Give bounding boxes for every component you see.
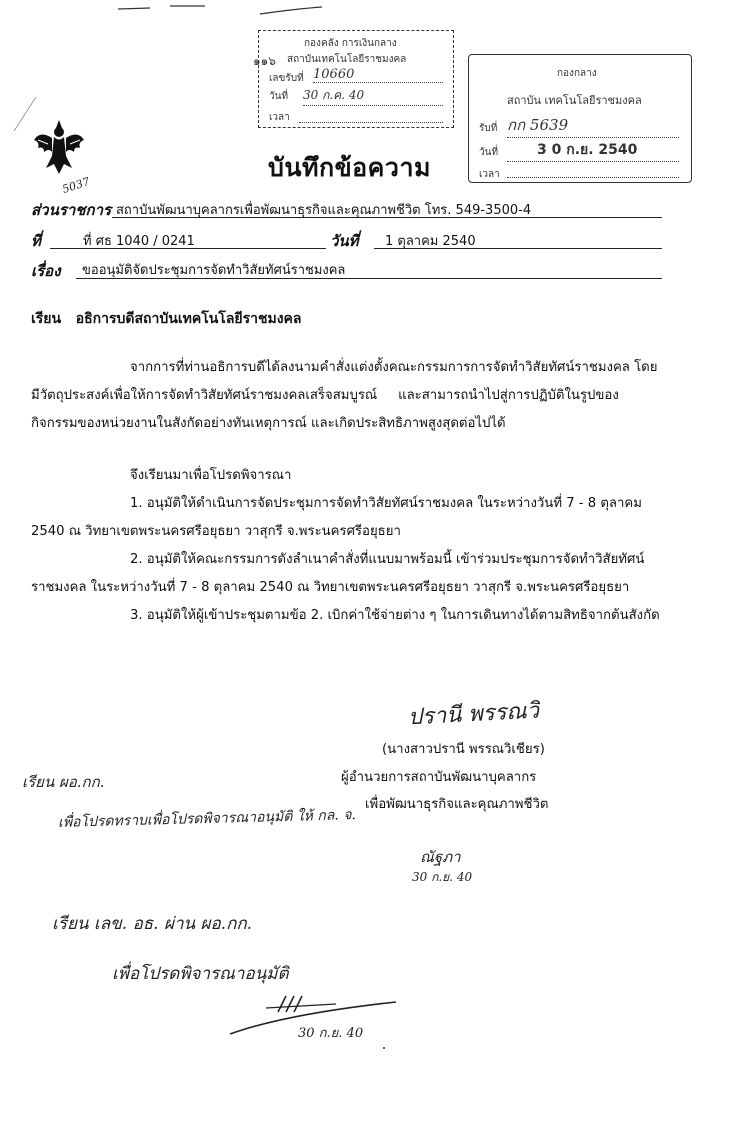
signature-handwritten: ปรานี พรรณวิ: [407, 698, 540, 731]
ref-value: ที่ ศธ 1040 / 0241: [83, 234, 195, 249]
request-intro: จึงเรียนมาเพื่อโปรดพิจารณา: [130, 468, 292, 483]
handwritten-note-1-line-2: เพื่อโปรดทราบเพื่อโปรดพิจารณาอนุมัติ ให้ กล. จ.: [57, 807, 357, 831]
request-item-line: 3. อนุมัติให้ผู้เข้าประชุมตามข้อ 2. เบิกค่าใช้จ่ายต่าง ๆ ในการเดินทางได้ตามสิทธิจากต้นสังกัด: [130, 608, 660, 623]
stamp-left-time-line: [299, 110, 443, 123]
stamp-right-line1: กองกลาง: [557, 68, 597, 79]
handwritten-note-1-line-1: เรียน ผอ.กก.: [22, 773, 105, 791]
handwritten-date-2: 30 ก.ย. 40: [298, 1026, 364, 1041]
paragraph-line: มีวัตถุประสงค์เพื่อให้การจัดทำวิสัยทัศน์ราชมงคลเสร็จสมบูรณ์ และสามารถนำไปสู่การปฏิบัติในรูปของ: [31, 388, 619, 403]
ref-label: ที่: [31, 232, 41, 250]
stamp-right-time-line: [507, 165, 679, 178]
date-value: 1 ตุลาคม 2540: [385, 234, 476, 249]
stamp-left-line2-prefix: ๑๑๖: [253, 54, 276, 68]
stamp-right-time-label: เวลา: [479, 169, 500, 180]
stamp-right-received-no: กก 5639: [507, 113, 679, 138]
top-scribble: [110, 0, 330, 20]
handwritten-initials-1: ณัฐภา: [420, 848, 461, 866]
memo-title: บันทึกข้อความ: [268, 153, 431, 182]
paragraph-line: จากการที่ท่านอธิการบดีได้ลงนามคำสั่งแต่งตั้งคณะกรรมการการจัดทำวิสัยทัศน์ราชมงคล โดย: [130, 360, 658, 375]
receipt-stamp-left: [253, 30, 454, 128]
agency-underline: [112, 217, 662, 218]
signer-position-2: เพื่อพัฒนาธุรกิจและคุณภาพชีวิต: [365, 797, 549, 812]
margin-note-number: 5037: [60, 174, 92, 197]
ref-underline: [50, 248, 326, 249]
signer-name: (นางสาวปรานี พรรณวิเชียร): [382, 742, 545, 757]
stamp-left-time-label: เวลา: [269, 112, 290, 123]
subject-label: เรื่อง: [31, 262, 61, 280]
paragraph-line: กิจกรรมของหน่วยงานในสังกัดอย่างทันเหตุการณ์ และเกิดประสิทธิภาพสูงสุดต่อไปได้: [31, 416, 506, 431]
date-underline: [374, 248, 662, 249]
request-item-line: 2540 ณ วิทยาเขตพระนครศรีอยุธยา วาสุกรี จ.พระนครศรีอยุธยา: [31, 524, 401, 539]
handwritten-date-1: 30 ก.ย. 40: [412, 870, 473, 884]
date-label: วันที่: [330, 232, 359, 250]
agency-value: สถาบันพัฒนาบุคลากรเพื่อพัฒนาธุรกิจและคุณภาพชีวิต โทร. 549-3500-4: [116, 203, 532, 218]
handwritten-note-2-line-2: เพื่อโปรดพิจารณาอนุมัติ: [112, 964, 289, 984]
stamp-left-received-label: เลขรับที่: [269, 73, 304, 84]
request-item-line: 1. อนุมัติให้ดำเนินการจัดประชุมการจัดทำวิสัยทัศน์ราชมงคล ในระหว่างวันที่ 7 - 8 ตุลาคม: [130, 496, 642, 511]
stamp-left-date: 30 ก.ค. 40: [303, 86, 443, 106]
handwritten-note-2-line-1: เรียน เลข. อธ. ผ่าน ผอ.กก.: [52, 914, 253, 934]
stamp-right-date-label: วันที่: [479, 147, 499, 158]
stamp-right-line2: สถาบัน เทคโนโลยีราชมงคล: [507, 94, 642, 107]
request-item-line: ราชมงคล ในระหว่างวันที่ 7 - 8 ตุลาคม 2540 ณ วิทยาเขตพระนครศรีอยุธยา วาสุกรี จ.พระนครศรีอยุธยา: [31, 580, 630, 595]
garuda-emblem-icon: [32, 118, 86, 176]
stamp-right-date: 3 0 ก.ย. 2540: [507, 139, 679, 162]
subject-underline: [76, 278, 662, 279]
receipt-stamp-right: [468, 54, 692, 183]
dot-mark: [383, 1047, 385, 1049]
stamp-left-line1: กองคลัง การเงินกลาง: [304, 38, 397, 49]
request-item-line: 2. อนุมัติให้คณะกรรมการดังลำเนาคำสั่งที่แนบมาพร้อมนี้ เข้าร่วมประชุมการจัดทำวิสัยทัศน์: [130, 552, 645, 567]
stamp-left-date-label: วันที่: [269, 91, 289, 102]
stamp-left-line2: สถาบันเทคโนโลยีราชมงคล: [287, 54, 407, 65]
stamp-right-received-label: รับที่: [479, 123, 498, 134]
subject-value: ขออนุมัติจัดประชุมการจัดทำวิสัยทัศน์ราชมงคล: [82, 263, 346, 278]
stamp-left-received-no: 10660: [313, 67, 443, 83]
salutation: เรียน อธิการบดีสถาบันเทคโนโลยีราชมงคล: [31, 311, 302, 327]
agency-label: ส่วนราชการ: [31, 201, 112, 219]
signer-position-1: ผู้อำนวยการสถาบันพัฒนาบุคลากร: [341, 770, 537, 785]
